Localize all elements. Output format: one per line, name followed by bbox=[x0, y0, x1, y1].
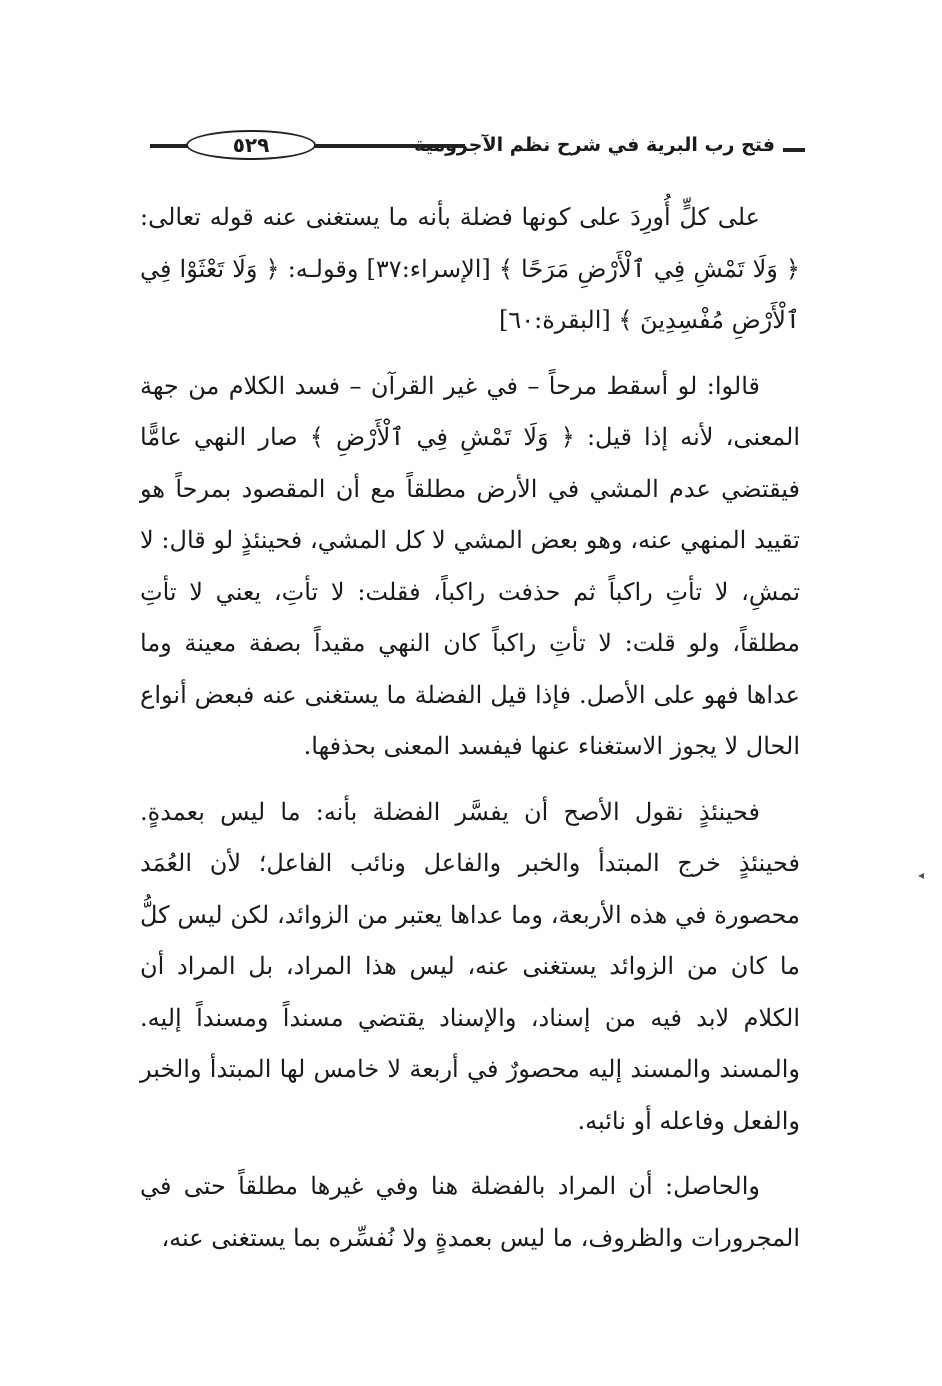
paragraph-1: على كلٍّ أُورِدَ على كونها فضلة بأنه ما يستغنى عنه قوله تعالى: ﴿ وَلَا تَمْشِ فِي ٱلْأَرْضِ مَرَحًا ﴾ [الإسراء:٣٧] وقولـه: ﴿ وَلَا تَعْثَوْا فِي ٱلْأَرْضِ مُفْسِدِينَ ﴾ [البقرة:٦٠] bbox=[140, 203, 800, 334]
body-text bbox=[140, 192, 800, 1264]
running-header bbox=[150, 130, 805, 170]
margin-mark: ◂ bbox=[918, 868, 925, 882]
paragraph-3: فحينئذٍ نقول الأصح أن يفسَّر الفضلة بأنه: ما ليس بعمدةٍ. فحينئذٍ خرج المبتدأ والخبر والفاعل ونائب الفاعل؛ لأن العُمَد محصورة في هذه الأربعة، وما عداها يعتبر من الزوائد، لكن ليس كلُّ ما كان من الزوائد يستغنى عنه، ليس هذا المراد، بل المراد أن الكلام لابد فيه من إسناد، والإسناد يقتضي مسنداً ومسنداً إليه. والمسند والمسند إليه محصورٌ في أربعة لا خامس لها المبتدأ والخبر والفعل وفاعله أو نائبه. bbox=[140, 797, 800, 1135]
page-number: ٥٢٩ bbox=[232, 133, 270, 157]
paragraph-2: قالوا: لو أسقط مرحاً – في غير القرآن – فسد الكلام من جهة المعنى، لأنه إذا قيل: ﴿ وَلَا تَمْشِ فِي ٱلْأَرْضِ ﴾ صار النهي عامًّا فيقتضي عدم المشي في الأرض مطلقاً مع أن المقصود بمرحاً هو تقييد المنهي عنه، وهو بعض المشي لا كل المشي، فحينئذٍ لو قال: لا تمشِ، لا تأتِ راكباً ثم حذفت راكباً، فقلت: لا تأتِ، يعني لا تأتِ مطلقاً، ولو قلت: لا تأتِ راكباً كان النهي مقيداً بصفة معينة وما عداها فهو على الأصل. فإذا قيل الفضلة ما يستغنى عنه فبعض أنواع الحال لا يجوز الاستغناء عنها فيفسد المعنى بحذفها. bbox=[140, 371, 800, 760]
book-title: فتح رب البرية في شرح نظم الآجرومية bbox=[414, 134, 775, 156]
header-rule-right bbox=[783, 148, 805, 152]
paragraph-4: والحاصل: أن المراد بالفضلة هنا وفي غيرها مطلقاً حتى في المجرورات والظروف، ما ليس بعمدةٍ ولا نُفسِّره بما يستغنى عنه، bbox=[140, 1172, 800, 1252]
page-number-oval bbox=[186, 130, 316, 160]
